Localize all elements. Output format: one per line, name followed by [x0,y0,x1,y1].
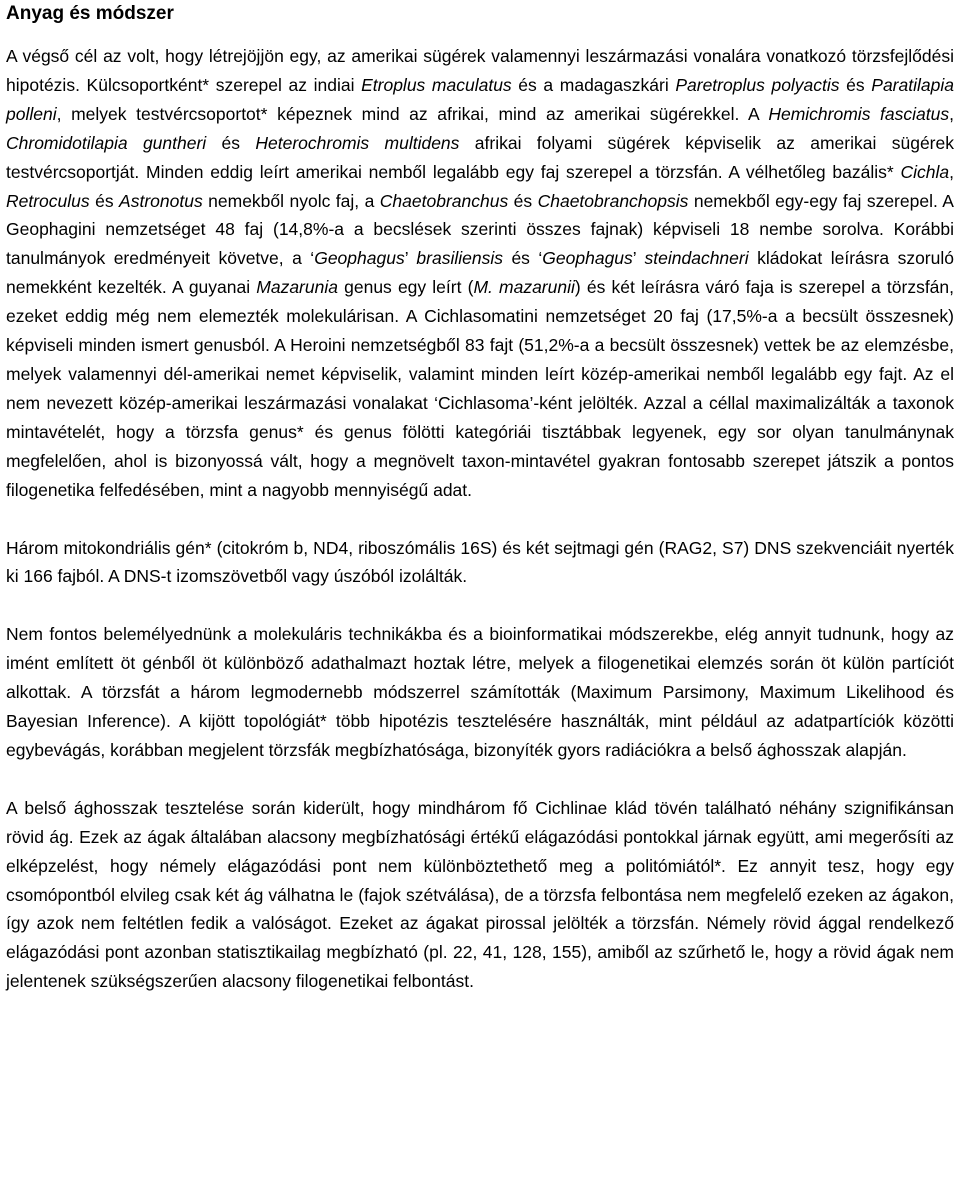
text-run: , [949,161,954,182]
text-run: ’ [404,248,417,269]
paragraph-4 [6,794,954,996]
text-run: A végső cél az volt, hogy létrejöjjön egy, az amerikai sügérek valamennyi leszármazási vonalára vonatkozó törzsfejlődési hipotézis. Külcsoportként* szerepel az indiai [6,46,954,95]
italic-term: Astronotus [119,190,203,211]
paragraph-1 [6,42,954,505]
text-run: ) és két leírásra váró faja is szerepel a törzsfán, ezeket eddig még nem elemezték molekulárisan. A Cichlasomatini nemzetséget 20 faj (17,5%-a a becsült összesnek) képviseli minden ismert genusból. A Heroini nemzetségből 83 fajt (51,2%-a a becsült összesnek) vettek be az elemzésbe, melyek valamennyi dél-amerikai nemet képviselik, valamint minden leírt közép-amerikai nemből legalább egy fajt. Az el nem nevezett közép-amerikai leszármazási vonalakat ‘Cichlasoma’-ként jelölték. Azzal a céllal maximalizálták a taxonok mintavételét, hogy a törzsfa genus* és genus fölötti kategóriái tisztábbak legyenek, egy sor olyan tanulmánynak megfelelően, ahol is bizonyossá vált, hogy a megnövelt taxon-mintavétel gyakran fontosabb szerepet játszik a pontos filogenetika felfedésében, mint a nagyobb mennyiségű adat. [6,277,955,500]
italic-term: Paratilapia polleni [6,74,954,124]
text-run: nemekből nyolc faj, a [202,190,380,211]
text-run: A belső ághosszak tesztelése során kiderült, hogy mindhárom fő Cichlinae klád tövén található néhány szignifikánsan rövid ág. Ezek az ágak általában alacsony megbízhatósági értékű elágazódási pontokkal járnak együtt, ami megerősíti az elképzelést, hogy némely elágazódási pont nem különböztethető meg a politómiától*. Ez annyit tesz, hogy egy csomópontból elvileg csak két ág válhatna le (fajok szétválása), de a törzsfa felbontása nem megfelelő ezeken az ágakon, így azok nem feltétlen fedik a valóságot. Ezeket az ágakat pirossal jelölték a törzsfán. Némely rövid ággal rendelkező elágazódási pont azonban statisztikailag megbízható (pl. 22, 41, 128, 155), amiből az szűrhető le, hogy a rövid ágak nem jelentenek szükségszerűen alacsony filogenetikai felbontást. [6,797,954,992]
italic-term: Retroculus [6,190,90,211]
text-run: és a madagaszkári [511,74,676,95]
paragraph-2 [6,534,954,592]
italic-term: Paretroplus polyactis [675,74,840,95]
italic-term: Etroplus maculatus [361,74,512,95]
italic-term: Cichla [900,161,950,182]
text-run: és [508,190,538,211]
text-run: nemekből egy-egy faj szerepel. A Geophagini nemzetséget 48 faj (14,8%-a a becslések szerinti összes fajnak) képviseli 18 nembe sorolva. Korábbi tanulmányok eredményeit követve, a ‘ [6,190,954,269]
italic-term: Hemichromis fasciatus [768,103,950,124]
italic-term: steindachneri [644,248,749,269]
text-run: és [206,132,256,153]
text-run: ’ [632,248,645,269]
italic-term: Geophagus [542,248,633,269]
italic-term: Chaetobranchopsis [537,190,689,211]
text-run: és ‘ [502,248,543,269]
text-run: Három mitokondriális gén* (citokróm b, ND4, riboszómális 16S) és két sejtmagi gén (RAG2, S7) DNS szekvenciáit nyerték ki 166 fajból. A DNS-t izomszövetből vagy úszóból izolálták. [6,537,954,587]
text-run: Nem fontos belemélyednünk a molekuláris technikákba és a bioinformatikai módszerekbe, elég annyit tudnunk, hogy az imént említett öt génből öt különböző adathalmazt hoztak létre, melyek a filogenetikai elemzés során öt külön partíciót alkottak. A törzsfát a három legmodernebb módszerrel számították (Maximum Parsimony, Maximum Likelihood és Bayesian Inference). A kijött topológiát* több hipotézis tesztelésére használták, mint például az adatpartíciók közötti egybevágás, korábban megjelent törzsfák megbízhatósága, bizonyíték gyors radiációkra a belső ághosszak alapján. [6,624,954,760]
text-run: és [89,190,120,211]
italic-term: Heterochromis multidens [255,132,460,153]
italic-term: Chaetobranchus [379,190,509,211]
italic-term: Geophagus [314,248,405,269]
text-run: , [949,103,954,124]
italic-term: Mazarunia [256,277,338,298]
italic-term: Chromidotilapia guntheri [6,132,207,153]
text-run: , melyek testvércsoportot* képeznek mind az afrikai, mind az amerikai sügérekkel. A [56,103,769,124]
text-run: kládokat leírásra szoruló nemekként kezelték. A guyanai [6,248,954,298]
section-heading: Anyag és módszer [6,3,174,24]
italic-term: brasiliensis [416,248,503,269]
paragraph-3 [6,620,954,765]
italic-term: M. mazarunii [473,277,575,298]
text-run: afrikai folyami sügérek képviselik az amerikai sügérek testvércsoportját. Minden eddig leírt amerikai nemből legalább egy faj szerepel a törzsfán. A vélhetőleg bazális* [6,132,954,182]
text-run: és [839,74,872,95]
text-run: genus egy leírt ( [337,277,474,298]
